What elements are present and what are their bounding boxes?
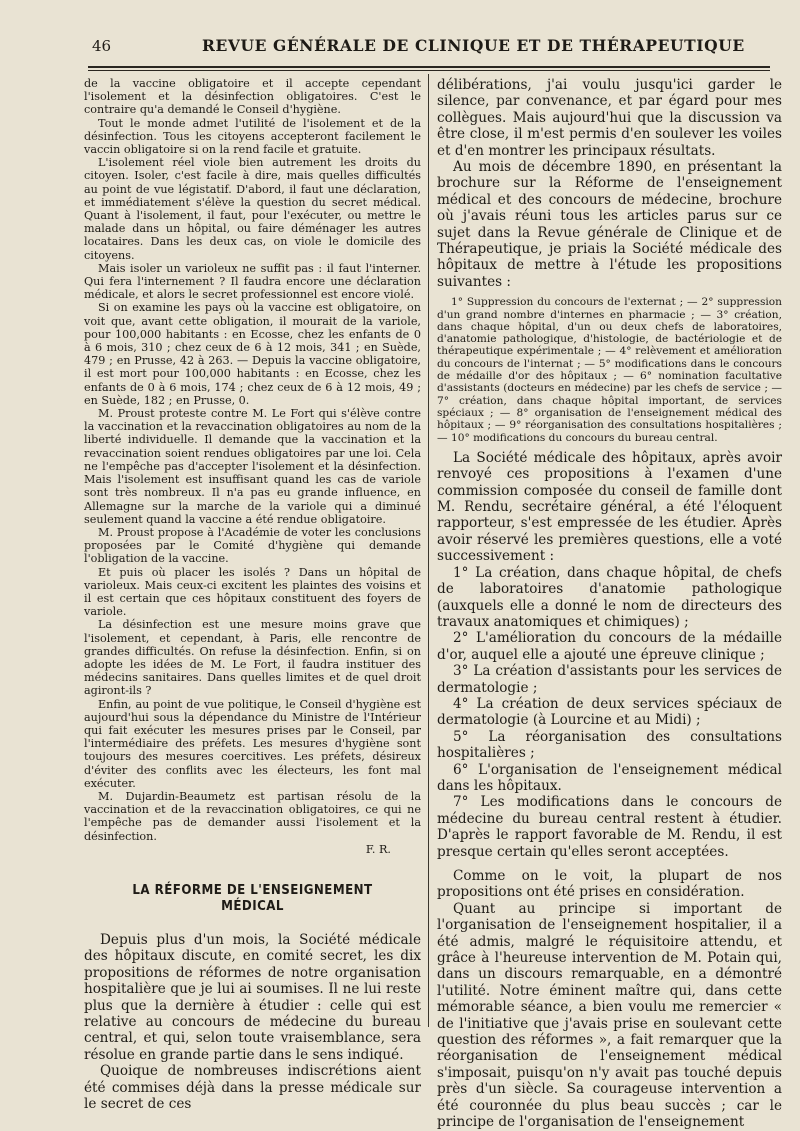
paragraph: L'isolement réel viole bien autrement les droits du citoyen. Isoler, c'est facile à dire, mais quelles difficultés au point de vue légistatif. D'abord, il faut une déclaration, et immédiatement s'élève la question du secret médical. Quant à l'isolement, il faut, pour l'exécuter, ou mettre le malade dans un hôpital, ou faire déménager les autres locataires. Dans les deux cas, on viole le domicile des citoyens. [84, 156, 421, 262]
header-rule-thin [88, 70, 770, 71]
paragraph: Tout le monde admet l'utilité de l'isolement et de la désinfection. Tous les citoyens accepteront facilement le vaccin obligatoire si on la rend facile et gratuite. [84, 116, 421, 157]
paragraph: Comme on le voit, la plupart de nos propositions ont été prises en considération. [437, 868, 782, 901]
paragraph: M. Proust proteste contre M. Le Fort qui s'élève contre la vaccination et la revaccination obligatoires au nom de la liberté individuelle. Il demande que la vaccination et la revaccination soient rendues obligatoires par une loi. Cela ne l'empêche pas d'accepter l'isolement et la désinfection. Mais l'isolement est insuffisant quand les cas de variole sont très nombreux. Il n'a pas eu grande influence, en Allemagne sur la marche de la variole qui a diminué seulement quand la vaccine a été rendue obligatoire. [84, 407, 421, 526]
voted-item: 3° La création d'assistants pour les services de dermatologie ; [437, 663, 782, 696]
left-column [84, 77, 421, 1113]
header-rule [88, 66, 770, 68]
voted-item: 7° Les modifications dans le concours de médecine du bureau central restent à étudier. D'après le rapport favorable de M. Rendu, il est presque certain qu'elles seront acceptées. [437, 794, 782, 860]
page-number: 46 [92, 37, 112, 55]
paragraph: La Société médicale des hôpitaux, après avoir renvoyé ces propositions à l'examen d'une commission composée du conseil de famille dont M. Rendu, secrétaire général, a été l'éloquent rapporteur, s'est empressée de les étudier. Après avoir réservé les premières questions, elle a voté successivement : [437, 449, 782, 565]
paragraph: Quoique de nombreuses indiscrétions aient été commises déjà dans la presse médicale sur le secret de ces [84, 1063, 421, 1113]
paragraph: Enfin, au point de vue politique, le Conseil d'hygiène est aujourd'hui sous la dépendance du Ministre de l'Intérieur qui fait exécuter les mesures prises par le Conseil, par l'intermédiaire des préfets. Les mesures d'hygiène sont toujours des mesures coercitives. Les préfets, désireux d'éviter des conflits avec les électeurs, les font mal exécuter. [84, 697, 421, 790]
voted-item: 5° La réorganisation des consultations hospitalières ; [437, 728, 782, 762]
section-title: LA RÉFORME DE L'ENSEIGNEMENT MÉDICAL [132, 881, 373, 914]
voted-item: 4° La création de deux services spéciaux de dermatologie (à Lourcine et au Midi) ; [437, 695, 782, 729]
paragraph: Mais isoler un varioleux ne suffit pas : il faut l'interner. Qui fera l'internement ? Il faudra encore une déclaration médicale, et alors le secret professionnel est encore violé. [84, 261, 421, 302]
voted-item: 6° L'organisation de l'enseignement médical dans les hôpitaux. [437, 761, 782, 794]
column-divider [428, 74, 429, 1027]
propositions-list: 1° Suppression du concours de l'externat ; — 2° suppression d'un grand nombre d'internes en pharmacie ; — 3° création, dans chaque hôpital, d'un ou deux chefs de laboratoires, d'anatomie pathologique, d'histologie, de bactériologie et de thérapeutique expérimentale ; — 4° relèvement et amélioration du concours de l'internat ; — 5° modifications dans le concours de médaille d'or des hôpitaux ; — 6° nomination facultative d'assistants (docteurs en médecine) par les chefs de service ; — 7° création, dans chaque hôpital important, de services spéciaux ; — 8° organisation de l'enseignement médical des hôpitaux ; — 9° réorganisation des consultations hospitalières ; — 10° modifications du concours du bureau central. [437, 296, 782, 444]
paragraph: Quant au principe si important de l'organisation de l'enseignement hospitalier, il a été admis, malgré le réquisitoire attendu, et grâce à l'heureuse intervention de M. Potain qui, dans un discours remarquable, en a démontré l'utilité. Notre éminent maître qui, dans cette mémorable séance, a bien voulu me remercier « de l'initiative que j'avais prise en soulevant cette question des réformes », a fait remarquer que la réorganisation de l'enseignement médical s'imposait, puisqu'on n'y avait pas touché depuis près d'un siècle. Sa courageuse intervention a été couronnée du plus beau succès ; car le principe de l'organisation de l'enseignement [437, 900, 782, 1131]
paragraph: M. Proust propose à l'Académie de voter les conclusions proposées par le Comité d'hygiène qui demande l'obligation de la vaccine. [84, 525, 421, 566]
paragraph: Au mois de décembre 1890, en présentant la brochure sur la Réforme de l'enseignement médical et des concours de médecine, brochure où j'avais réuni tous les articles parus sur ce sujet dans la Revue générale de Clinique et de Thérapeutique, je priais la Société médicale des hôpitaux de mettre à l'étude les propositions suivantes : [437, 159, 782, 290]
page-header [92, 32, 772, 60]
paragraph: M. Dujardin-Beaumetz est partisan résolu de la vaccination et de la revaccination obligatoires, ce qui ne l'empêche pas de demander aussi l'isolement et la désinfection. [84, 789, 421, 843]
paragraph: Depuis plus d'un mois, la Société médicale des hôpitaux discute, en comité secret, les dix propositions de réformes de notre organisation hospitalière que je lui ai soumises. Il ne lui reste plus que la dernière à étudier : celle qui est relative au concours de médecine du bureau central, et qui, selon toute vraisemblance, sera résolue en grande partie dans le sens indiqué. [84, 931, 421, 1063]
paragraph: La désinfection est une mesure moins grave que l'isolement, et cependant, à Paris, elle rencontre de grandes difficultés. On refuse la désinfection. Enfin, si on adopte les idées de M. Le Fort, il faudra instituer des médecins sanitaires. Dans quelles limites et de quel droit agiront-ils ? [84, 618, 421, 698]
right-column [437, 77, 782, 1131]
voted-item: 2° L'amélioration du concours de la médaille d'or, auquel elle a ajouté une épreuve clinique ; [437, 630, 782, 663]
paragraph: délibérations, j'ai voulu jusqu'ici garder le silence, par convenance, et par égard pour mes collègues. Mais aujourd'hui que la discussion va être close, il m'est permis d'en soulever les voiles et d'en montrer les principaux résultats. [437, 77, 782, 159]
paragraph: de la vaccine obligatoire et il accepte cependant l'isolement et la désinfection obligatoires. C'est le contraire qu'a demandé le Conseil d'hygiène. [84, 77, 421, 117]
signature: F. R. [365, 842, 391, 856]
voted-item: 1° La création, dans chaque hôpital, de chefs de laboratoires d'anatomie pathologique (auxquels elle a donné le nom de directeurs des travaux anatomiques et chimiques) ; [437, 564, 782, 630]
paragraph: Si on examine les pays où la vaccine est obligatoire, on voit que, avant cette obligation, il mourait de la variole, pour 100,000 habitants : en Ecosse, chez les enfants de 0 à 6 mois, 310 ; chez ceux de 6 à 12 mois, 341 ; en Suède, 479 ; en Prusse, 42 à 263. — Depuis la vaccine obligatoire, il est mort pour 100,000 habitants : en Ecosse, chez les enfants de 0 à 6 mois, 174 ; chez ceux de 6 à 12 mois, 49 ; en Suède, 182 ; en Prusse, 0. [84, 301, 421, 407]
paragraph: Et puis où placer les isolés ? Dans un hôpital de varioleux. Mais ceux-ci excitent les plaintes des voisins et il est certain que ces hôpitaux constituent des foyers de variole. [84, 565, 421, 619]
running-title: REVUE GÉNÉRALE DE CLINIQUE ET DE THÉRAPEUTIQUE [202, 36, 745, 55]
